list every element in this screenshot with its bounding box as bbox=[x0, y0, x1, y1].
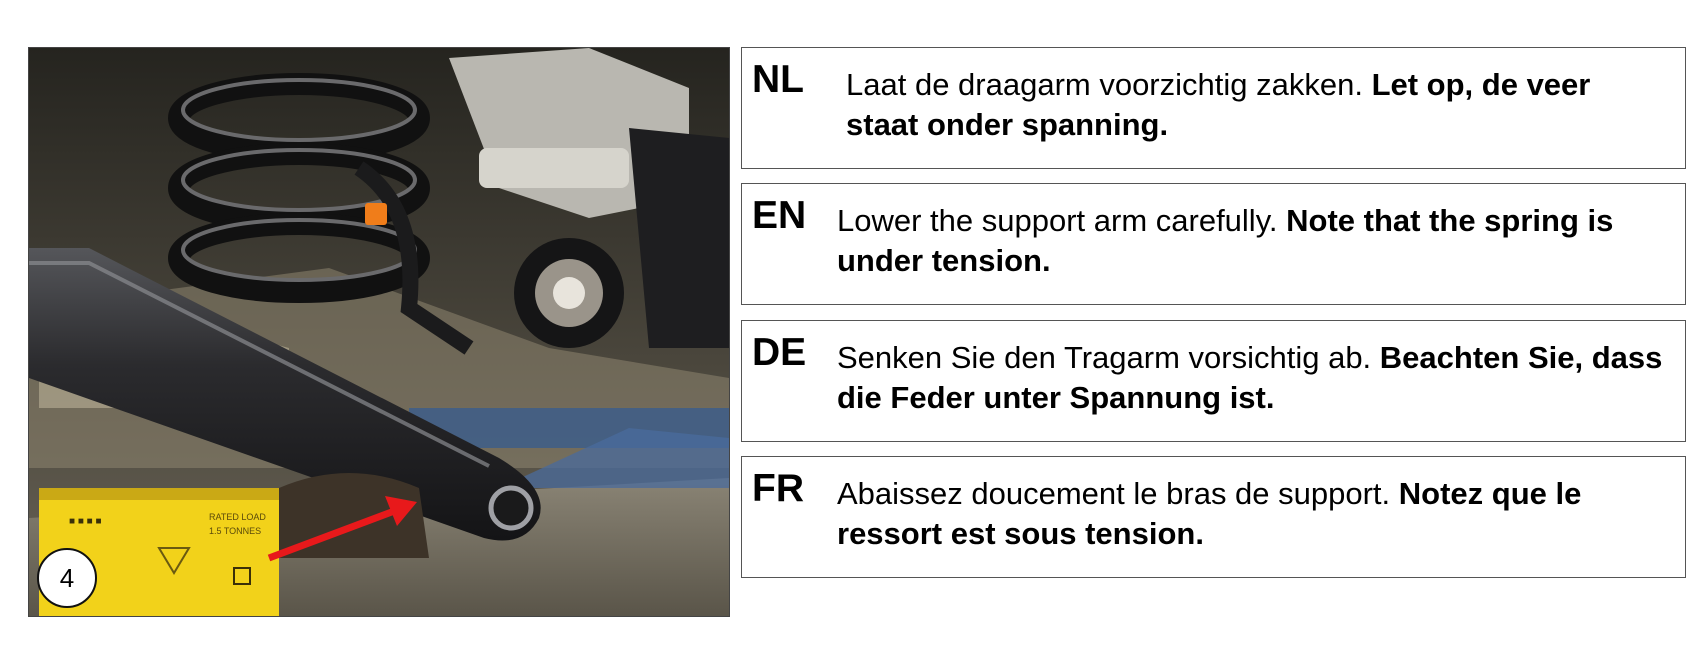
instruction-row-fr bbox=[741, 456, 1686, 578]
instruction-normal: Senken Sie den Tragarm vorsichtig ab. bbox=[837, 340, 1380, 375]
step-number-badge: 4 bbox=[37, 548, 97, 608]
language-code: NL bbox=[752, 58, 804, 101]
instruction-warning: Beachten Sie, dass die Feder unter Spannung ist. bbox=[837, 340, 1663, 415]
language-code: FR bbox=[752, 467, 804, 510]
instruction-row-en bbox=[741, 183, 1686, 305]
jack-tonnage-label: 1.5 TONNES bbox=[209, 526, 262, 536]
spring-marker-icon bbox=[365, 203, 387, 225]
jack-marking: ■ ■ ■ ■ bbox=[69, 516, 102, 527]
instruction-normal: Lower the support arm carefully. bbox=[837, 203, 1287, 238]
suspension-illustration bbox=[29, 48, 729, 616]
instruction-row-nl bbox=[741, 47, 1686, 169]
instruction-warning: Let op, de veer staat onder spanning. bbox=[846, 67, 1591, 142]
instruction-text bbox=[837, 201, 1663, 281]
jack-rated-load-label: RATED LOAD bbox=[209, 512, 266, 522]
instruction-warning: Notez que le ressort est sous tension. bbox=[837, 476, 1582, 551]
instruction-text bbox=[837, 474, 1663, 554]
suspension-photo bbox=[28, 47, 730, 617]
instruction-normal: Laat de draagarm voorzichtig zakken. bbox=[846, 67, 1372, 102]
language-code: EN bbox=[752, 194, 807, 237]
language-code: DE bbox=[752, 331, 807, 374]
instruction-text bbox=[837, 338, 1663, 418]
instruction-normal: Abaissez doucement le bras de support. bbox=[837, 476, 1399, 511]
instruction-text bbox=[846, 65, 1663, 145]
instruction-row-de bbox=[741, 320, 1686, 442]
instruction-warning: Note that the spring is under tension. bbox=[837, 203, 1614, 278]
